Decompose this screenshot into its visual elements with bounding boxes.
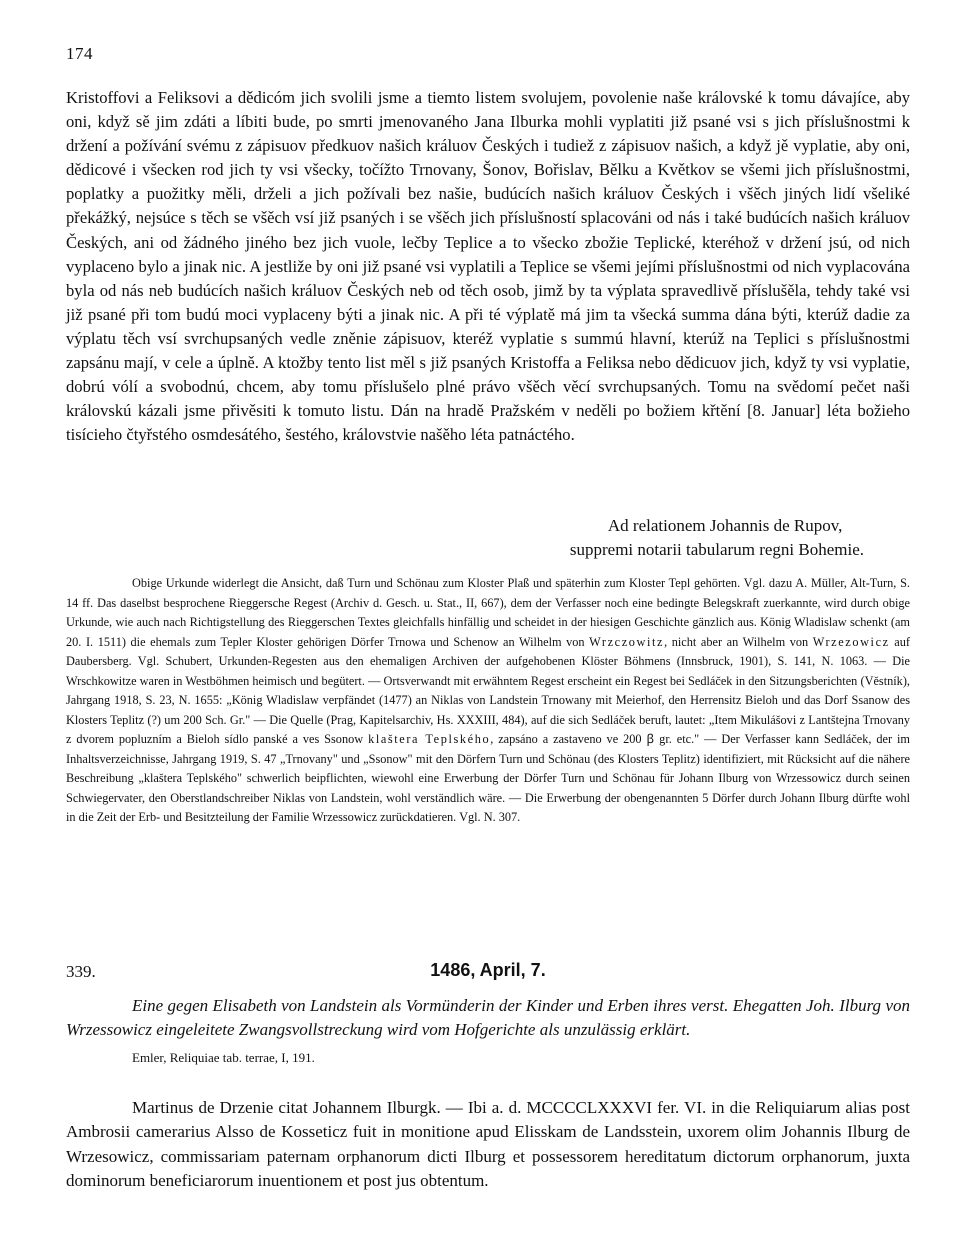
document-source: Emler, Reliquiae tab. terrae, I, 191.: [132, 1050, 315, 1065]
signature-block: [570, 514, 864, 562]
document-date: 1486, April, 7.: [430, 960, 546, 980]
page-number: 174: [66, 44, 93, 63]
document-text: Martinus de Drzenie citat Johannem Ilburgk. — Ibi a. d. MCCCCLXXXVI fer. VI. in die Reliquiarum alias post Ambrosii camerarius Alsso de Kosseticz fuit in monitione apud Elisskam de Landsstein, uxorem olim Johannis Ilburg de Wrzesowicz, commissariam paternam orphanorum dicti Ilburg et possessorem hereditatum dictorum orphanorum, juxta dominorum beneficiarorum inuentionem et post jus obtentum.: [66, 1098, 910, 1191]
commentary-name-2: Wrzezowicz: [812, 634, 890, 649]
charter-text: Kristoffovi a Feliksovi a dědicóm jich svolili jsme a tiemto listem svolujem, povolenie naše královské k tomu dávajíce, aby oni, když sě jim zdáti a líbiti bude, po smrti jmenovaného Jana Ilburka mohli vyplatiti již psané vsi s jich příslušnostmi k držení a požívání svému z zápisuov předkuov našich králuov Českých i tudiež z zápisuov našich, a když jě vyplatie, aby oni, dědicové i všecken rod jich ty vsi všecky, točížto Trnovany, Šonov, Bořislav, Bělku a Květkov se všemi jich příslušnostmi, poplatky a puožitky měli, drželi a jich požívali bez našie, budúcích našich králuov Českých i všěch jiných lidí všeliké překážký, nejsúce s těch se všěch vsí již psaných i se všěch jich příslušností splacováni od nás i také budúcích našich králuov Českých, ani od žádného jiného bez jich vuole, lečby Teplice a to všecko zbožie Teplické, kteréhož v držení jsú, od nich vyplaceno bylo a jinak nic. A jestliže by oni již psané vsi vyplatili a Teplice se všemi jejími příslušnostmi od nich vyplacována byla od nás neb budúcích našich králuov Českých neb od těch osob, jimž by ta výplata spravedlivě příslušěla, tehdy také vsi již psané při tom budú moci vyplaceny býti a jinak nic. A při té výplatě má jim ta všecká summa dána býti, kterúž dadie za výplatu těch vsí svrchupsaných vedle zněnie zápisuov, kteréž vyplatie s summú hlavní, kterúž na Teplici s příslušnostmi zapsánu mají, v cele a úplně. A ktožby tento list měl s již psaných Kristoffa a Feliksa nebo dědicuov jich, když ty vsi vyplatie, dobrú vólí a svobodnú, chcem, aby tomu příslušelo plné právo všěch věcí svrchupsaných. Tomu na svědomí pečet naši královskú kázali jsme přivěsiti k tomuto listu. Dán na hradě Pražském v neděli po božiem křtění [8. Januar] léta božieho tisícieho čtyřstého osmdesátého, šestého, královstvie našěho léta patnáctého.: [66, 88, 910, 445]
commentary-part-4: , zapsáno a zastaveno ve 200 ꞵ gr. etc." — Der Verfasser kann Sedláček, der im Inhaltsverzeichnisse, Jahrgang 1919, S. 47 „Trnovany" und „Ssonow" mit den Dörfern Turn und Schönau (des Klosters Teplitz) identifiziert, mit Rücksicht auf die nähere Beschreibung „klaštera Teplského" schwerlich beipflichten, wiewohl eine Erwerbung der Dörfer Turn und Schönau für Johann Ilburg von Wrzessowicz durch seinen Schwiegervater, den Oberstlandschreiber Niklas von Landstein, wohl verständlich wäre. — Die Erwerbung der obengenannten 5 Dörfer durch Johann Ilburg dürfte wohl in die Zeit der Erb- und Besitzteilung der Familie Wrzessowicz zurückdatieren. Vgl. N. 307.: [66, 732, 910, 824]
document-regest: Eine gegen Elisabeth von Landstein als Vormünderin der Kinder und Erben ihres verst. Ehegatten Joh. Ilburg von Wrzessowicz eingeleitete Zwangsvollstreckung wird vom Hofgerichte als unzulässig erklärt.: [66, 996, 910, 1039]
commentary-part-1: Obige Urkunde widerlegt die Ansicht, daß Turn und Schönau zum Kloster Plaß und späterhin zum Kloster Tepl gehörten. Vgl. dazu A. Müller, Alt-Turn, S. 14 ff. Das daselbst besprochene Rieggersche Regest (Archiv d. Gesch. u. Stat., II, 667), dem der Verfasser noch eine bedingte Belegskraft zuerkannte, wird durch obige Urkunde, wie auch nach Richtigstellung des Rieggerschen Textes gleichfalls hinfällig und scheidet in der hiesigen Geschichte gänzlich aus. König Wladislaw schenkt (am 20. I. 1511) die ehemals zum Tepler Kloster gehörigen Dörfer Trnowa und Schenow an Wilhelm von: [66, 576, 910, 649]
signature-line-1: Ad relationem Johannis de Rupov,: [607, 516, 843, 535]
commentary-name-3: klaštera Teplského: [368, 732, 491, 746]
commentary-note: [66, 574, 910, 828]
document-number: 339.: [66, 962, 96, 981]
commentary-part-2: , nicht aber an Wilhelm von: [664, 634, 813, 649]
document-header: [66, 960, 910, 990]
signature-line-2: suppremi notarii tabularum regni Bohemie.: [569, 540, 864, 559]
commentary-name-1: Wrzczowitz: [589, 634, 665, 649]
commentary-part-3: auf Daubersberg. Vgl. Schubert, Urkunden-Regesten aus den ehemaligen Archiven der aufgehobenen Klöster Böhmens (Innsbruck, 1901), S. 141, N. 1063. — Die Wrschkowitze waren in Westböhmen heimisch und begütert. — Ortsverwandt mit erwähntem Regest erscheint ein Regest bei Sedláček in den Sitzungsberichten (Věstník), Jahrgang 1918, S. 23, N. 1655: „König Wladislaw verpfändet (1477) an Niklas von Landstein Trnowany mit Meierhof, den Herrensitz Bieloh und das Dorf Ssanow des Klosters Teplitz (?) um 200 Sch. Gr." — Die Quelle (Prag, Kapitelsarchiv, Hs. XXXIII, 484), auf die sich Sedláček beruft, lautet: „Item Mikulášovi z Lantštejna Trnovany z dvorem popluzním a Bieloh sídlo panské a ves Ssonow: [66, 634, 910, 746]
